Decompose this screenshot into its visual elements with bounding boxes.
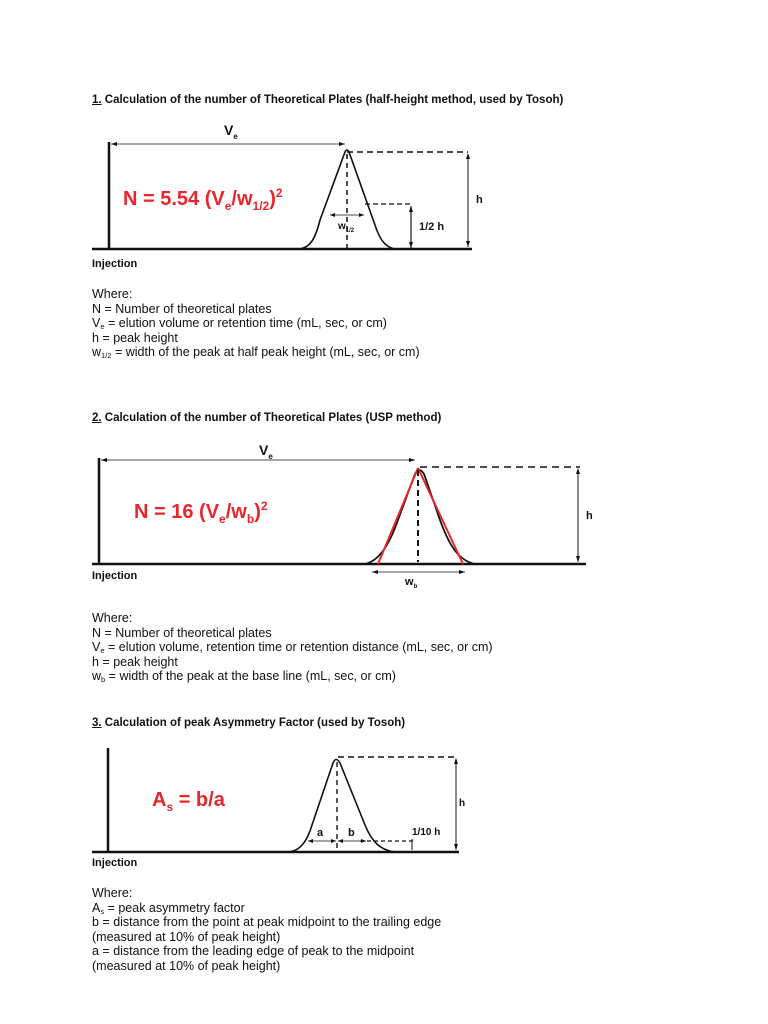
- a-label: a: [317, 827, 324, 839]
- section-2-title: Calculation of the number of Theoretical Plates (USP method): [101, 412, 442, 424]
- b-label: b: [348, 827, 355, 839]
- injection-label-1: Injection: [92, 258, 138, 270]
- def-1-3: $w_{1/2}$ = width of the peak at half peak height (mL, sec, or cm): [92, 345, 420, 361]
- half-h-label: 1/2 h: [419, 221, 445, 233]
- section-1-number: 1.: [92, 94, 102, 106]
- where-label-1: Where:: [92, 287, 133, 301]
- section-2-number: 2.: [92, 412, 102, 424]
- where-label-2: Where:: [92, 611, 133, 625]
- def-3-3: a = distance from the leading edge of peak to the midpoint: [92, 944, 415, 959]
- def-2-2: h = peak height: [92, 654, 178, 669]
- h-label-2: h: [586, 510, 593, 522]
- injection-label-3: Injection: [92, 857, 138, 869]
- def-1-1: $V_e$ = elution volume or retention time (mL, sec, or cm): [92, 316, 387, 332]
- def-1-2: h = peak height: [92, 330, 178, 345]
- wb-label: $w_b$: [405, 576, 418, 590]
- def-3-0: $A_s$ = peak asymmetry factor: [92, 900, 245, 916]
- def-3-1: b = distance from the point at peak midpoint to the trailing edge: [92, 915, 442, 930]
- section-3-title: Calculation of peak Asymmetry Factor (used by Tosoh): [101, 717, 406, 729]
- formula-3: $A_s = b/a$: [152, 789, 225, 814]
- where-label-3: Where:: [92, 886, 133, 900]
- h-label-1: h: [476, 194, 483, 206]
- section-3-where: [92, 886, 441, 974]
- formula-2: N = 16 $(V_e/w_b)^2$: [134, 499, 268, 526]
- section-3-number: 3.: [92, 717, 102, 729]
- def-1-0: N = Number of theoretical plates: [92, 301, 272, 316]
- w-half-label: $w_{1/2}$: [338, 221, 355, 234]
- section-1-title: Calculation of the number of Theoretical Plates (half-height method, used by Tosoh): [101, 94, 564, 106]
- formula-1: N = 5.54 $(V_e/w_{1/2})^2$: [123, 186, 283, 213]
- ve-label-2: $V_e$: [259, 442, 273, 461]
- tenth-h-label: 1/10 h: [412, 827, 441, 838]
- peak-3: [290, 760, 395, 853]
- ve-label: $V_e$: [224, 122, 238, 141]
- def-3-2: (measured at 10% of peak height): [92, 929, 281, 944]
- def-2-3: $w_b$ = width of the peak at the base line (mL, sec, or cm): [92, 669, 396, 685]
- def-3-4: (measured at 10% of peak height): [92, 958, 281, 973]
- def-2-1: $V_e$ = elution volume, retention time or retention distance (mL, sec, or cm): [92, 640, 493, 656]
- injection-label-2: Injection: [92, 570, 138, 582]
- def-2-0: N = Number of theoretical plates: [92, 625, 272, 640]
- h-label-3: h: [459, 798, 466, 809]
